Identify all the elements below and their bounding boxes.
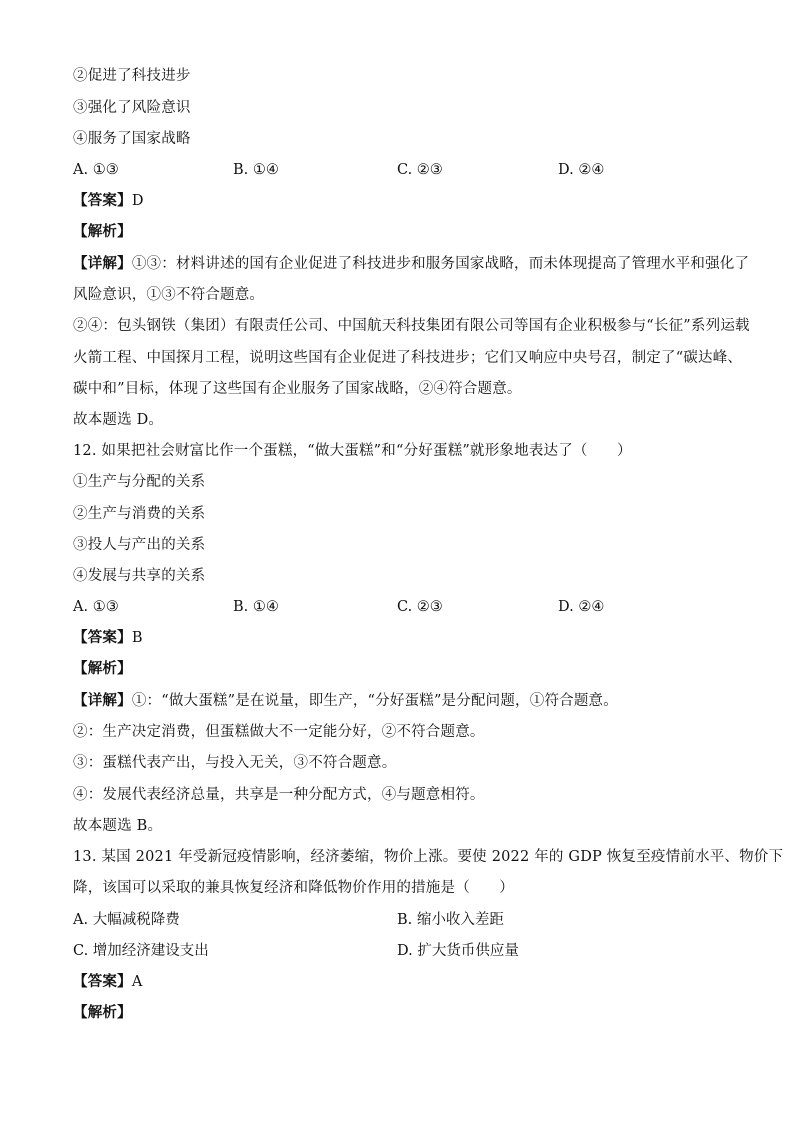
q12-detail-4: ④：发展代表经济总量，共享是一种分配方式，④与题意相符。 [73,787,485,803]
q13-stem-b: 降，该国可以采取的兼具恢复经济和降低物价作用的措施是（ ） [73,880,514,896]
q12-conclusion: 故本题选 B。 [73,818,163,834]
q12-detail-3: ③：蛋糕代表产出，与投入无关，③不符合题意。 [73,755,397,771]
q11-detail-1b: 风险意识，①③不符合题意。 [73,287,265,303]
q13-options-row-2 [73,941,723,961]
q12-detail-2: ②：生产决定消费，但蛋糕做大不一定能分好，②不符合题意。 [73,724,485,740]
q12-detail-line-1 [73,691,618,711]
q11-detail-line-1 [73,254,749,274]
q12-item-1: ①生产与分配的关系 [73,474,206,490]
answer-tag: 【答案】 [73,192,132,209]
q11-option-b: B. ①④ [233,162,279,178]
q11-options [73,160,723,180]
q11-detail-2b: 火箭工程、中国探月工程，说明这些国有企业促进了科技进步；它们又响应中央号召，制定了“碳达峰、 [73,350,743,366]
q11-item-4: ④服务了国家战略 [73,131,191,147]
q11-item-2: ②促进了科技进步 [73,68,191,84]
q11-answer [73,191,144,211]
q12-item-4: ④发展与共享的关系 [73,568,206,584]
q12-answer [73,628,143,648]
q11-option-c: C. ②③ [397,162,443,178]
q11-detail-1a: ①③：材料讲述的国有企业促进了科技进步和服务国家战略，而未体现提高了管理水平和强化了 [131,256,750,272]
q11-detail-2c: 碳中和”目标，体现了这些国有企业服务了国家战略，②④符合题意。 [73,381,522,397]
answer-value: A [131,974,143,990]
q12-option-c: C. ②③ [397,599,443,615]
answer-tag: 【答案】 [73,629,132,646]
q12-option-d: D. ②④ [558,599,605,615]
answer-tag: 【答案】 [73,973,132,990]
q13-answer [73,972,142,992]
detail-tag: 【详解】 [73,692,132,709]
answer-value: B [131,630,143,646]
analysis-tag: 【解析】 [73,1004,132,1021]
q12-detail-1: ①：“做大蛋糕”是在说量，即生产，“分好蛋糕”是分配问题，①符合题意。 [131,693,618,709]
q12-item-3: ③投人与产出的关系 [73,537,206,553]
detail-tag: 【详解】 [73,255,132,272]
analysis-tag: 【解析】 [73,223,132,240]
q11-option-a: A. ①③ [73,162,119,178]
q13-stem-a: 13. 某国 2021 年受新冠疫情影响，经济萎缩，物价上涨。要使 2022 年的 GDP 恢复至疫情前水平、物价下 [73,849,784,865]
q11-item-3: ③强化了风险意识 [73,100,191,116]
q12-stem: 12. 如果把社会财富比作一个蛋糕，“做大蛋糕”和“分好蛋糕”就形象地表达了（ ） [73,443,632,459]
q13-analysis-heading [73,1003,132,1023]
q13-option-d: D. 扩大货币供应量 [397,943,519,959]
q12-option-b: B. ①④ [233,599,279,615]
q12-option-a: A. ①③ [73,599,119,615]
q12-options [73,597,723,617]
q13-option-c: C. 增加经济建设支出 [73,943,209,959]
q12-analysis-heading [73,659,132,679]
q13-option-b: B. 缩小收入差距 [397,912,504,928]
q11-analysis-heading [73,222,132,242]
q11-detail-2a: ②④：包头钢铁（集团）有限责任公司、中国航天科技集团有限公司等国有企业积极参与“长征”系列运载 [73,318,750,334]
q13-options-row-1 [73,910,723,930]
q11-option-d: D. ②④ [558,162,605,178]
answer-value: D [131,193,144,209]
q11-conclusion: 故本题选 D。 [73,412,164,428]
analysis-tag: 【解析】 [73,660,132,677]
q13-option-a: A. 大幅减税降费 [73,912,180,928]
q12-item-2: ②生产与消费的关系 [73,506,206,522]
